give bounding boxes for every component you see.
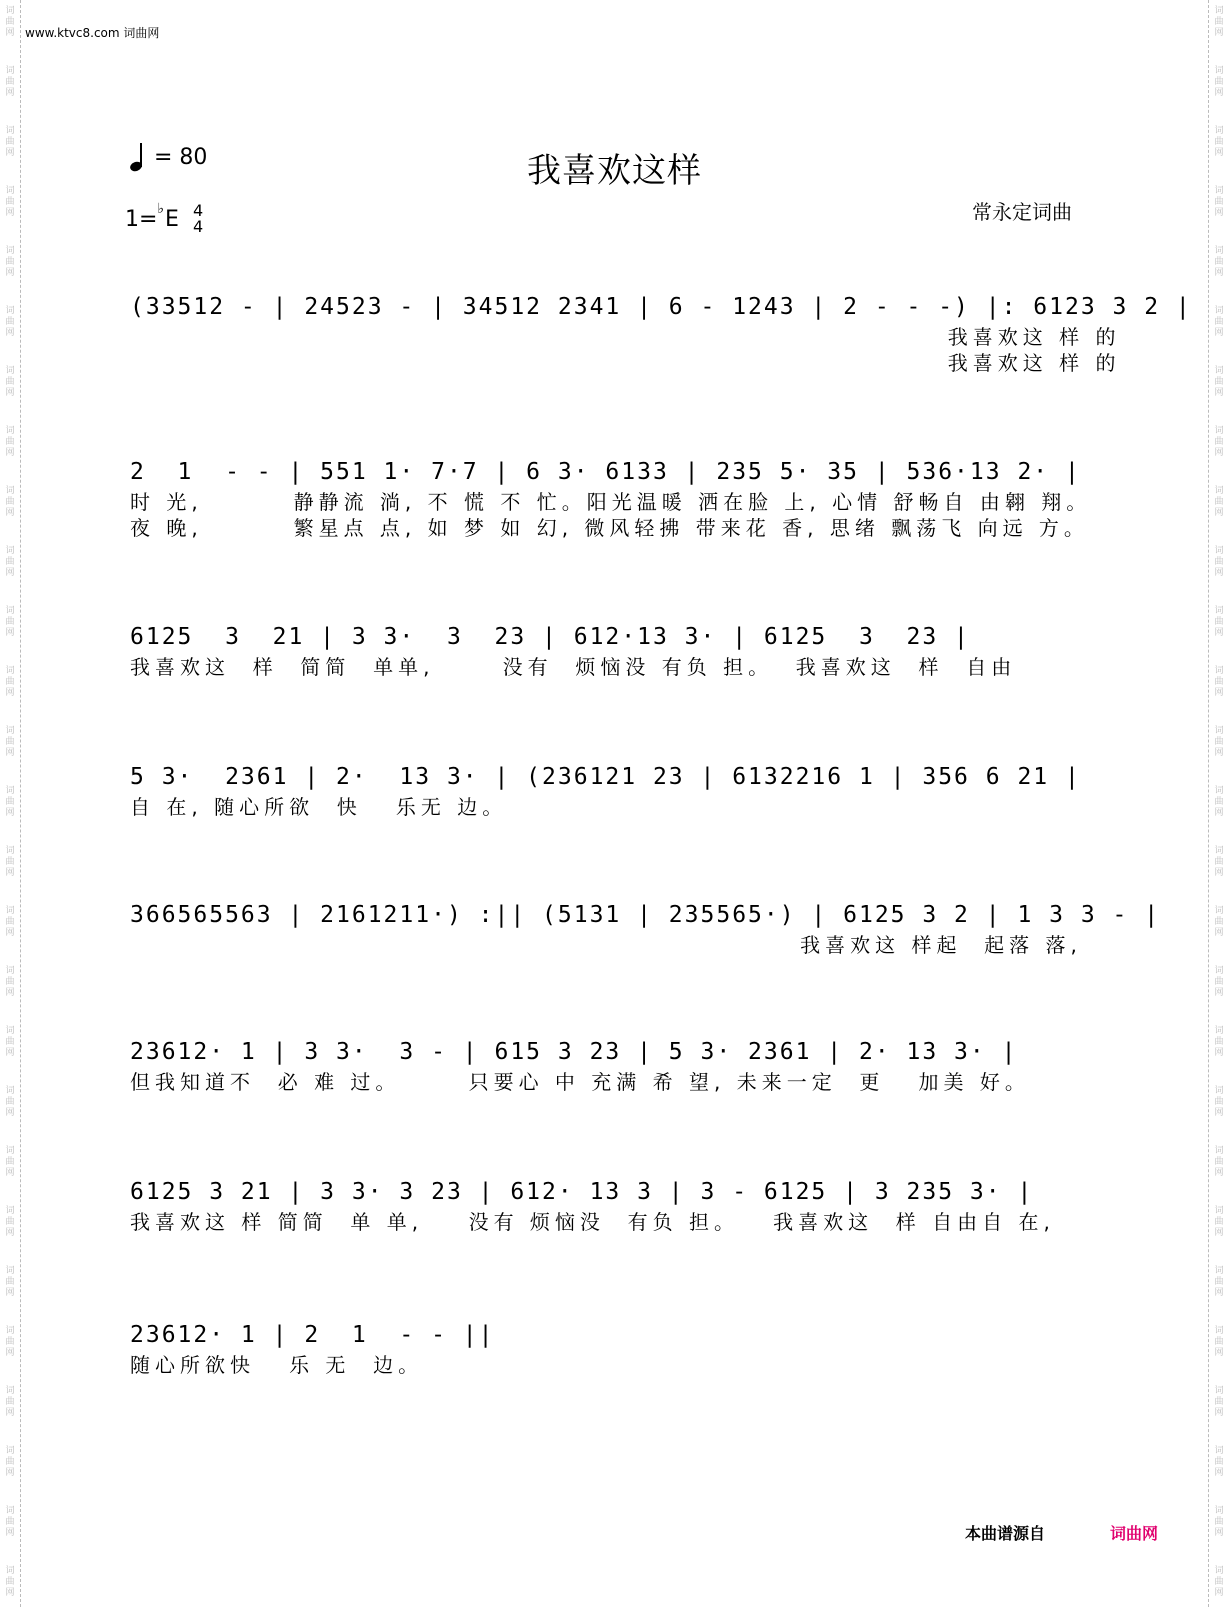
watermark-text: 词 曲 网 <box>5 726 15 758</box>
notation-line: 366565563 | 2161211·) :|| (5131 | 235565·) | 6125 3 2 | 1 3 3 - | <box>130 902 1161 928</box>
watermark-text: 词 曲 网 <box>1214 1566 1224 1598</box>
source-site-logo[interactable]: 词曲网 <box>1110 1524 1159 1543</box>
watermark-text: 词 曲 网 <box>5 1206 15 1238</box>
watermark-text: 词 曲 网 <box>5 126 15 158</box>
watermark-text: 词 曲 网 <box>5 426 15 458</box>
watermark-text: 词 曲 网 <box>5 786 15 818</box>
lyric-line: 随心所欲快 乐 无 边。 <box>130 1353 424 1377</box>
left-watermark-strip <box>0 0 21 1607</box>
key-note: E <box>165 206 179 232</box>
tempo-value: = 80 <box>154 144 208 170</box>
lyric-line: 但我知道不 必 难 过。 只要心 中 充满 希 望, 未来一定 更 加美 好。 <box>130 1070 1030 1094</box>
score-row <box>130 1035 1090 1095</box>
score-row <box>130 898 1161 958</box>
watermark-text: 词 曲 网 <box>1214 846 1224 878</box>
watermark-text: 词 曲 网 <box>1214 1326 1224 1358</box>
watermark-text: 词 曲 网 <box>5 6 15 38</box>
watermark-text: 词 曲 网 <box>5 606 15 638</box>
site-url: www.ktvc8.com 词曲网 <box>25 26 160 40</box>
watermark-text: 词 曲 网 <box>1214 486 1224 518</box>
watermark-text: 词 曲 网 <box>1214 1086 1224 1118</box>
watermark-text: 词 曲 网 <box>5 666 15 698</box>
score-row <box>130 290 1192 376</box>
watermark-text: 词 曲 网 <box>1214 426 1224 458</box>
watermark-text: 词 曲 网 <box>1214 1026 1224 1058</box>
lyric-line: 我喜欢这 样起 起落 落, <box>130 933 1082 957</box>
key-signature <box>125 203 203 235</box>
watermark-text: 词 曲 网 <box>1214 546 1224 578</box>
watermark-text: 词 曲 网 <box>1214 1506 1224 1538</box>
watermark-text: 词 曲 网 <box>5 1446 15 1478</box>
notation-line: 6125 3 21 | 3 3· 3 23 | 612·13 3· | 6125 3 23 | <box>130 624 970 650</box>
lyric-line: 时 光, 静静流 淌, 不 慌 不 忙。阳光温暖 洒在脸 上, 心情 舒畅自 由翱 翔。 <box>130 490 1092 514</box>
watermark-text: 词 曲 网 <box>5 1146 15 1178</box>
score-row <box>130 760 1090 820</box>
watermark-text: 词 曲 网 <box>1214 1446 1224 1478</box>
lyric-line: 我喜欢这 样 的 <box>130 325 1121 349</box>
watermark-text: 词 曲 网 <box>1214 1386 1224 1418</box>
watermark-text: 词 曲 网 <box>5 66 15 98</box>
watermark-text: 词 曲 网 <box>5 1506 15 1538</box>
lyric-line: 自 在, 随心所欲 快 乐无 边。 <box>130 795 508 819</box>
lyric-line: 我喜欢这 样 简简 单单, 没有 烦恼没 有负 担。 我喜欢这 样 自由 <box>130 655 1017 679</box>
lyric-line: 夜 晚, 繁星点 点, 如 梦 如 幻, 微风轻拂 带来花 香, 思绪 飘荡飞 向远 方。 <box>130 516 1089 540</box>
song-title: 我喜欢这样 <box>527 151 702 191</box>
watermark-text: 词 曲 网 <box>1214 1146 1224 1178</box>
notation-line: 6125 3 21 | 3 3· 3 23 | 612· 13 3 | 3 - 6125 | 3 235 3· | <box>130 1179 1034 1205</box>
watermark-text: 词 曲 网 <box>1214 1266 1224 1298</box>
watermark-text: 词 曲 网 <box>1214 66 1224 98</box>
lyric-line: 我喜欢这 样 的 <box>130 351 1121 375</box>
time-sig-top: 4 <box>192 201 204 220</box>
watermark-text: 词 曲 网 <box>1214 306 1224 338</box>
watermark-text: 词 曲 网 <box>5 1326 15 1358</box>
score-row <box>130 1318 1090 1378</box>
watermark-text: 词 曲 网 <box>5 546 15 578</box>
watermark-text: 词 曲 网 <box>1214 246 1224 278</box>
watermark-text: 词 曲 网 <box>1214 126 1224 158</box>
watermark-text: 词 曲 网 <box>5 1386 15 1418</box>
watermark-text: 词 曲 网 <box>5 306 15 338</box>
watermark-text: 词 曲 网 <box>5 1026 15 1058</box>
watermark-text: 词 曲 网 <box>1214 966 1224 998</box>
time-signature <box>193 203 203 235</box>
watermark-text: 词 曲 网 <box>1214 366 1224 398</box>
lyric-line: 我喜欢这 样 简简 单 单, 没有 烦恼没 有负 担。 我喜欢这 样 自由自 在, <box>130 1210 1055 1234</box>
composer-credit: 常永定词曲 <box>972 200 1072 224</box>
watermark-text: 词 曲 网 <box>1214 186 1224 218</box>
watermark-text: 词 曲 网 <box>5 486 15 518</box>
watermark-text: 词 曲 网 <box>1214 606 1224 638</box>
notation-line: 23612· 1 | 2 1 - - || <box>130 1322 495 1348</box>
watermark-text: 词 曲 网 <box>5 186 15 218</box>
watermark-text: 词 曲 网 <box>5 246 15 278</box>
watermark-text: 词 曲 网 <box>1214 6 1224 38</box>
watermark-text: 词 曲 网 <box>5 846 15 878</box>
watermark-text: 词 曲 网 <box>1214 666 1224 698</box>
watermark-text: 词 曲 网 <box>5 366 15 398</box>
watermark-text: 词 曲 网 <box>1214 726 1224 758</box>
watermark-text: 词 曲 网 <box>5 1566 15 1598</box>
watermark-text: 词 曲 网 <box>5 1086 15 1118</box>
notation-line: 2 1 - - | 551 1· 7·7 | 6 3· 6133 | 235 5· 35 | 536·13 2· | <box>130 459 1081 485</box>
watermark-text: 词 曲 网 <box>1214 906 1224 938</box>
score-row <box>130 1175 1090 1235</box>
watermark-text: 词 曲 网 <box>5 1266 15 1298</box>
score-row <box>130 455 1090 541</box>
watermark-text: 词 曲 网 <box>5 966 15 998</box>
watermark-text: 词 曲 网 <box>1214 1206 1224 1238</box>
key-prefix: 1= <box>125 206 158 232</box>
notation-line: (33512 - | 24523 - | 34512 2341 | 6 - 1243 | 2 - - -) |: 6123 3 2 | <box>130 294 1192 320</box>
time-sig-bottom: 4 <box>192 217 204 236</box>
source-label: 本曲谱源自 <box>965 1524 1046 1543</box>
right-watermark-strip <box>1208 0 1229 1607</box>
score-row <box>130 620 1090 680</box>
flat-icon: ♭ <box>157 201 165 217</box>
notation-line: 5 3· 2361 | 2· 13 3· | (236121 23 | 6132216 1 | 356 6 21 | <box>130 764 1081 790</box>
watermark-text: 词 曲 网 <box>1214 786 1224 818</box>
notation-line: 23612· 1 | 3 3· 3 - | 615 3 23 | 5 3· 2361 | 2· 13 3· | <box>130 1039 1018 1065</box>
watermark-text: 词 曲 网 <box>5 906 15 938</box>
